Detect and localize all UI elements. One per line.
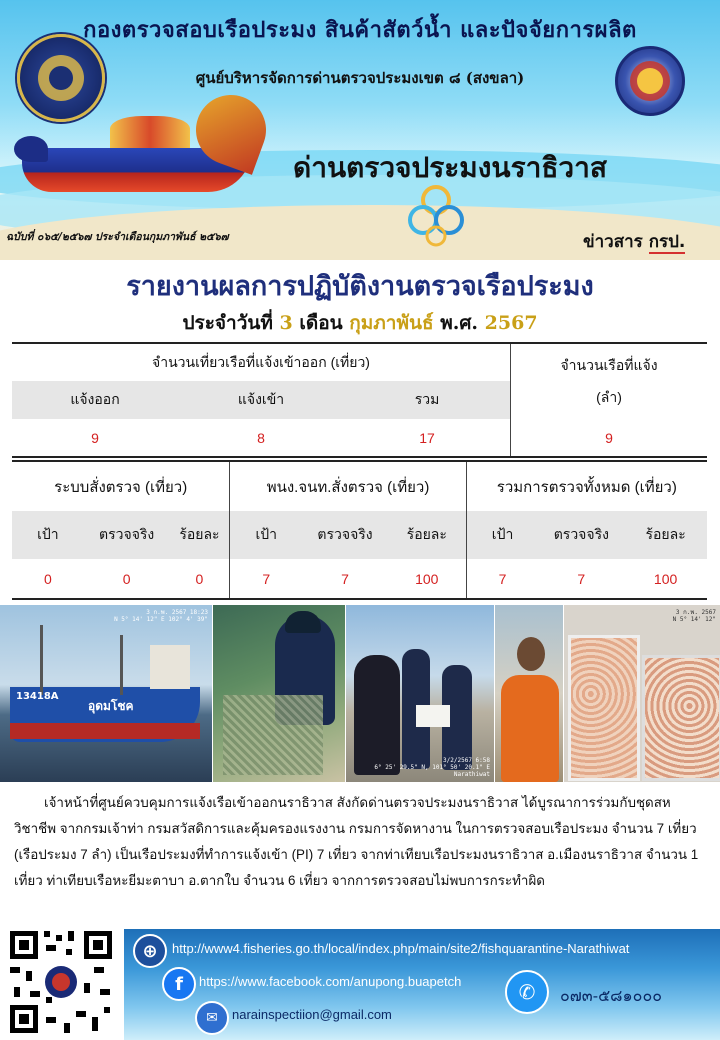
photo-1-timestamp: 3 ก.พ. 2567 18:23 N 5° 14' 12" E 102° 4' 39": [114, 609, 208, 623]
system-inspected: 0: [84, 559, 170, 599]
date-year: 2567: [484, 312, 538, 334]
col-inspected: ตรวจจริง: [553, 526, 609, 542]
photo-3-timestamp: 3/2/2567 6:58 6° 25' 29.5" N, 101° 50' 20.1" E Narathiwat: [374, 757, 490, 778]
news-word: ข่าวสาร: [583, 232, 643, 252]
website-link[interactable]: http://www4.fisheries.go.th/local/index.php/main/site2/fishquarantine-Narathiwat: [172, 941, 630, 956]
value-notify-in: 8: [178, 419, 344, 457]
news-label: [583, 228, 685, 255]
date-day: 3: [279, 312, 293, 334]
issue-number: ฉบับที่ ๐๖๕/๒๕๖๗ ประจำเดือนกุมภาพันธ์ ๒๕๖๗: [6, 231, 229, 243]
group-system-header: ระบบสั่งตรวจ (เที่ยว): [12, 461, 230, 511]
officer-target: 7: [230, 559, 302, 599]
col-inspected: ตรวจจริง: [317, 526, 373, 542]
globe-icon: ⊕: [133, 934, 167, 968]
photo-fishing-boat: [0, 605, 212, 782]
boat-hull-number: 13418A: [16, 691, 59, 702]
vessels-header-label: จำนวนเรือที่แจ้ง: [560, 356, 658, 373]
col-percent: ร้อยละ: [406, 526, 447, 542]
total-target: 7: [466, 559, 538, 599]
vessel-notification-table: [12, 342, 707, 458]
qr-code[interactable]: [6, 927, 116, 1037]
phone-icon: ✆: [505, 970, 549, 1014]
phone-number[interactable]: ๐๗๓-๕๘๑๐๐๐: [560, 988, 662, 1005]
col-target: เป้า: [37, 526, 59, 542]
group-total-header: รวมการตรวจทั้งหมด (เที่ยว): [466, 461, 707, 511]
col-target: เป้า: [230, 511, 302, 559]
email-link[interactable]: narainspectiion@gmail.com: [232, 1007, 392, 1022]
total-inspected: 7: [538, 559, 624, 599]
report-title: รายงานผลการปฏิบัติงานตรวจเรือประมง: [126, 271, 594, 302]
system-percent: 0: [170, 559, 230, 599]
facebook-link[interactable]: https://www.facebook.com/anupong.buapetch: [199, 974, 462, 989]
col-inspected: ตรวจจริง: [99, 526, 155, 542]
knot-emblem-icon: [403, 182, 469, 248]
news-dept: กรป.: [648, 232, 686, 252]
col-total: รวม: [414, 391, 440, 407]
photo-shrimp-catch: [564, 605, 720, 782]
email-icon: ✉: [195, 1001, 229, 1035]
trips-header: จำนวนเที่ยวเรือที่แจ้งเข้าออก (เที่ยว): [12, 343, 511, 381]
department-seal-logo: [17, 34, 105, 122]
group-officer-header: พนง.จนท.สั่งตรวจ (เที่ยว): [230, 461, 466, 511]
photo-net-inspection: [213, 605, 345, 782]
col-target: เป้า: [466, 511, 538, 559]
vessels-unit: (ลำ): [596, 388, 622, 405]
inspection-results-table: [12, 460, 707, 600]
officer-inspected: 7: [302, 559, 388, 599]
vessels-header: [511, 343, 708, 419]
value-total: 17: [344, 419, 511, 457]
col-percent: ร้อยละ: [645, 526, 686, 542]
fishery-inspection-logo: [615, 46, 685, 116]
facebook-icon: f: [162, 967, 196, 1001]
report-date: [0, 308, 720, 338]
officer-percent: 100: [388, 559, 466, 599]
photo-crew-lifejacket: [495, 605, 563, 782]
date-prefix: ประจำวันที่: [182, 312, 273, 334]
value-notify-out: 9: [12, 419, 178, 457]
photo-5-timestamp: 3 ก.พ. 2567 N 5° 14' 12": [672, 609, 716, 623]
system-target: 0: [12, 559, 84, 599]
boat-name: อุดมโชค: [88, 699, 134, 713]
agency-title: กองตรวจสอบเรือประมง สินค้าสัตว์น้ำ และปัจจัยการผลิต: [83, 17, 637, 43]
col-notify-in: แจ้งเข้า: [237, 391, 285, 407]
station-title: ด่านตรวจประมงนราธิวาส: [293, 151, 607, 184]
col-percent: ร้อยละ: [179, 526, 220, 542]
month-prefix: เดือน: [299, 312, 343, 334]
total-percent: 100: [624, 559, 707, 599]
col-notify-out: แจ้งออก: [70, 391, 120, 407]
boat-canopy-decoration: [110, 116, 190, 148]
center-subtitle: ศูนย์บริหารจัดการด่านตรวจประมงเขต ๘ (สงขลา): [195, 69, 525, 87]
date-month: กุมภาพันธ์: [349, 312, 434, 334]
value-vessels: 9: [511, 419, 708, 457]
year-prefix: พ.ศ.: [440, 312, 479, 334]
photo-officers-documents: [346, 605, 494, 782]
report-description: เจ้าหน้าที่ศูนย์ควบคุมการแจ้งเรือเข้าออกนราธิวาส สังกัดด่านตรวจประมงนราธิวาส ได้บูรณาการร่วมกับชุดสหวิชาชีพ จากกรมเจ้าท่า กรมสวัสดิการและคุ้มครองแรงงาน กรมการจัดหางาน ในการตรวจสอบเรือประมง จำนวน 7 เที่ยว (เรือประมง 7 ลำ) เป็นเรือประมงที่ทำการแจ้งเข้า (PI) 7 เที่ยว จากท่าเทียบเรือประมงนราธิวาส อ.เมืองนราธิวาส จำนวน 1 เที่ยว ท่าเทียบเรือหะยีมะตาบา อ.ตากใบ จำนวน 6 เที่ยว จากการตรวจสอบไม่พบการกระทำผิด: [14, 795, 699, 888]
boat-stern-decoration: [14, 136, 48, 162]
